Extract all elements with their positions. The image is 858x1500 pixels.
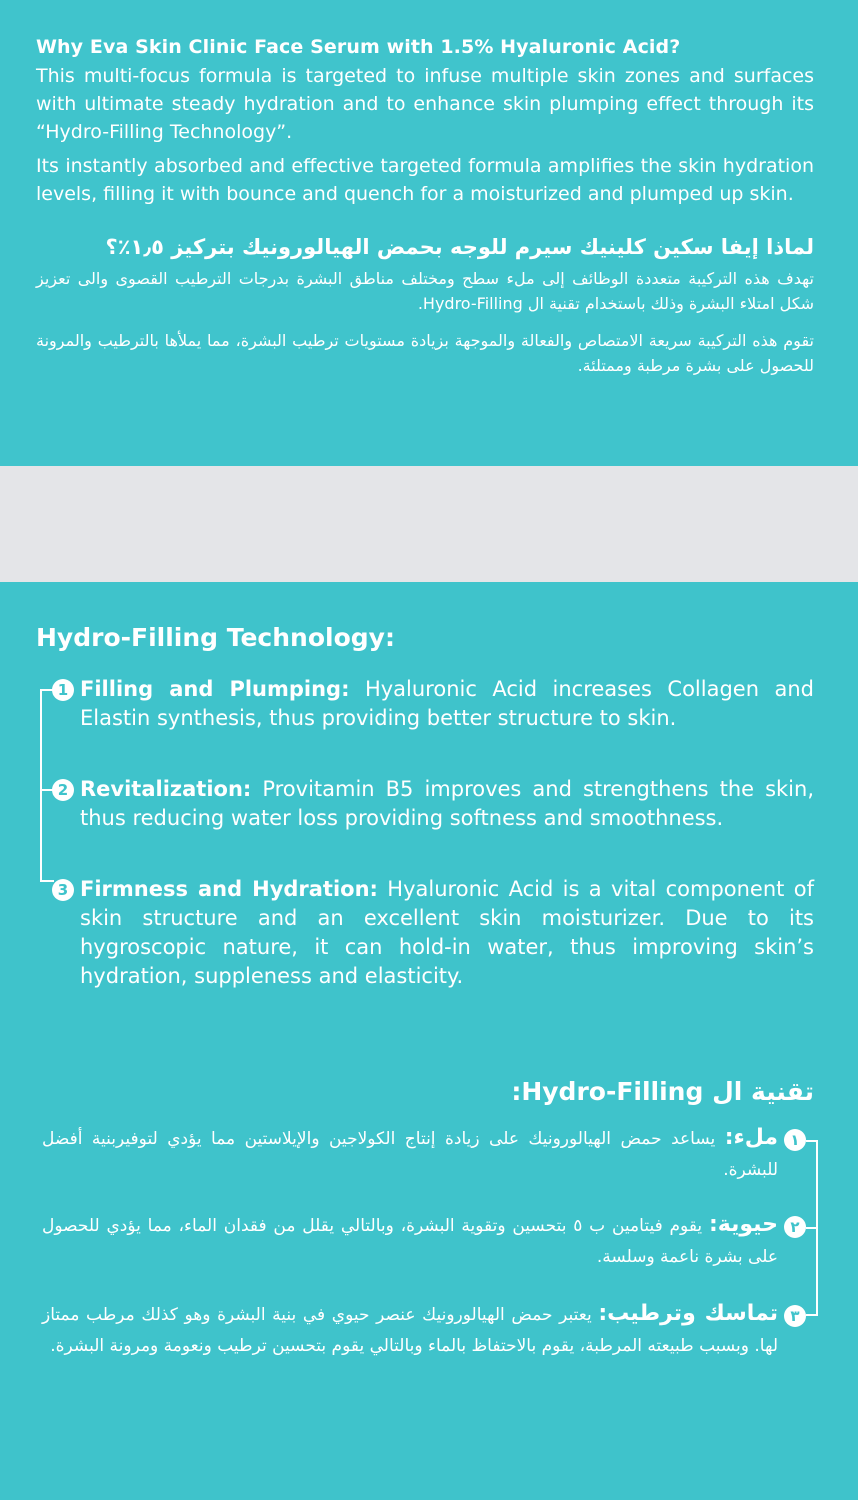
english-intro-paragraph-1: This multi-focus formula is targeted to infuse multiple skin zones and surfaces with ultimate steady hydration and to enhance skin plumping effect through its “Hydro-Filling Technology”. — [36, 65, 814, 143]
arabic-step-3-body: يعتبر حمض الهيالورونيك عنصر حيوي في بنية البشرة وهو كذلك مرطب ممتاز لها. وبسبب طبيعته المرطبة، يقوم بالاحتفاظ بالماء وبالتالي يقوم بتحسين ترطيب ونعومة ومرونة البشرة. — [42, 1305, 778, 1356]
step-1-body: Hyaluronic Acid increases Collagen and Elastin synthesis, thus providing better structure to skin. — [80, 677, 814, 730]
arabic-step-2-text — [42, 1209, 778, 1273]
step-2-number-icon: 2 — [52, 779, 74, 801]
arabic-step-3-number-icon: ٣ — [784, 1305, 806, 1327]
arabic-step-1-body: يساعد حمض الهيالورونيك على زيادة إنتاج الكولاجين والإيلاستين مما يؤدي لتوفيربنية أفضل للبشرة. — [42, 1129, 778, 1180]
arabic-intro-paragraph-2: تقوم هذه التركيبة سريعة الامتصاص والفعالة والموجهة بزيادة مستويات ترطيب البشرة، مما يملأها بالترطيب والمرونة للحصول على بشرة مرطبة وممتلئة. — [36, 331, 814, 375]
arabic-step-2-number-icon: ٢ — [784, 1216, 806, 1238]
step-3-body: Hyaluronic Acid is a vital component of skin structure and an excellent skin moisturizer. Due to its hygroscopic nature, it can hold-in water, thus improving skin’s hydration, suppleness and elasticity. — [80, 877, 814, 988]
english-intro-paragraph-2: Its instantly absorbed and effective targeted formula amplifies the skin hydration levels, filling it with bounce and quench for a moisturized and plumped up skin. — [36, 155, 814, 205]
arabic-step-2-body: يقوم فيتامين ب ٥ بتحسين وتقوية البشرة، وبالتالي يقلل من فقدان الماء، مما يؤدي للحصول على بشرة ناعمة وسلسة. — [42, 1216, 778, 1267]
step-2-body: Provitamin B5 improves and strengthens the skin, thus reducing water loss providing softness and smoothness. — [80, 777, 814, 830]
english-intro-title: Why Eva Skin Clinic Face Serum with 1.5% Hyaluronic Acid? — [36, 36, 681, 58]
hydro-filling-title: Hydro-Filling Technology: — [36, 623, 395, 652]
arabic-step-3-heading: تماسك وترطيب: — [598, 1301, 778, 1326]
arabic-step-1-number-icon: ١ — [784, 1129, 806, 1151]
intro-panel — [0, 0, 858, 466]
step-1-number-icon: 1 — [52, 679, 74, 701]
step-2-text — [80, 775, 814, 833]
arabic-step-3-text — [42, 1298, 778, 1362]
arabic-bracket-tick-2 — [806, 1227, 818, 1229]
arabic-intro-paragraph-1: تهدف هذه التركيبة متعددة الوظائف إلى ملء سطح ومختلف مناطق البشرة بدرجات الترطيب القصوى والى تعزيز شكل امتلاء البشرة وذلك باستخدام تقنية ال Hydro-Filling. — [36, 269, 814, 313]
arabic-hydro-filling-title: تقنية ال Hydro-Filling: — [511, 1077, 814, 1106]
arabic-step-2-heading: حيوية: — [708, 1212, 778, 1237]
arabic-intro-title: لماذا إيفا سكين كلينيك سيرم للوجه بحمض الهيالورونيك بتركيز ١٫٥٪؟ — [105, 235, 814, 259]
step-3-text — [80, 875, 814, 991]
step-1-text — [80, 675, 814, 733]
arabic-step-1-text — [42, 1122, 778, 1186]
step-3-number-icon: 3 — [52, 879, 74, 901]
grey-separator-band — [0, 466, 858, 582]
arabic-step-1-heading: ملء: — [724, 1125, 778, 1150]
step-2-heading: Revitalization: — [80, 777, 252, 801]
step-3-heading: Firmness and Hydration: — [80, 877, 378, 901]
step-1-heading: Filling and Plumping: — [80, 677, 350, 701]
